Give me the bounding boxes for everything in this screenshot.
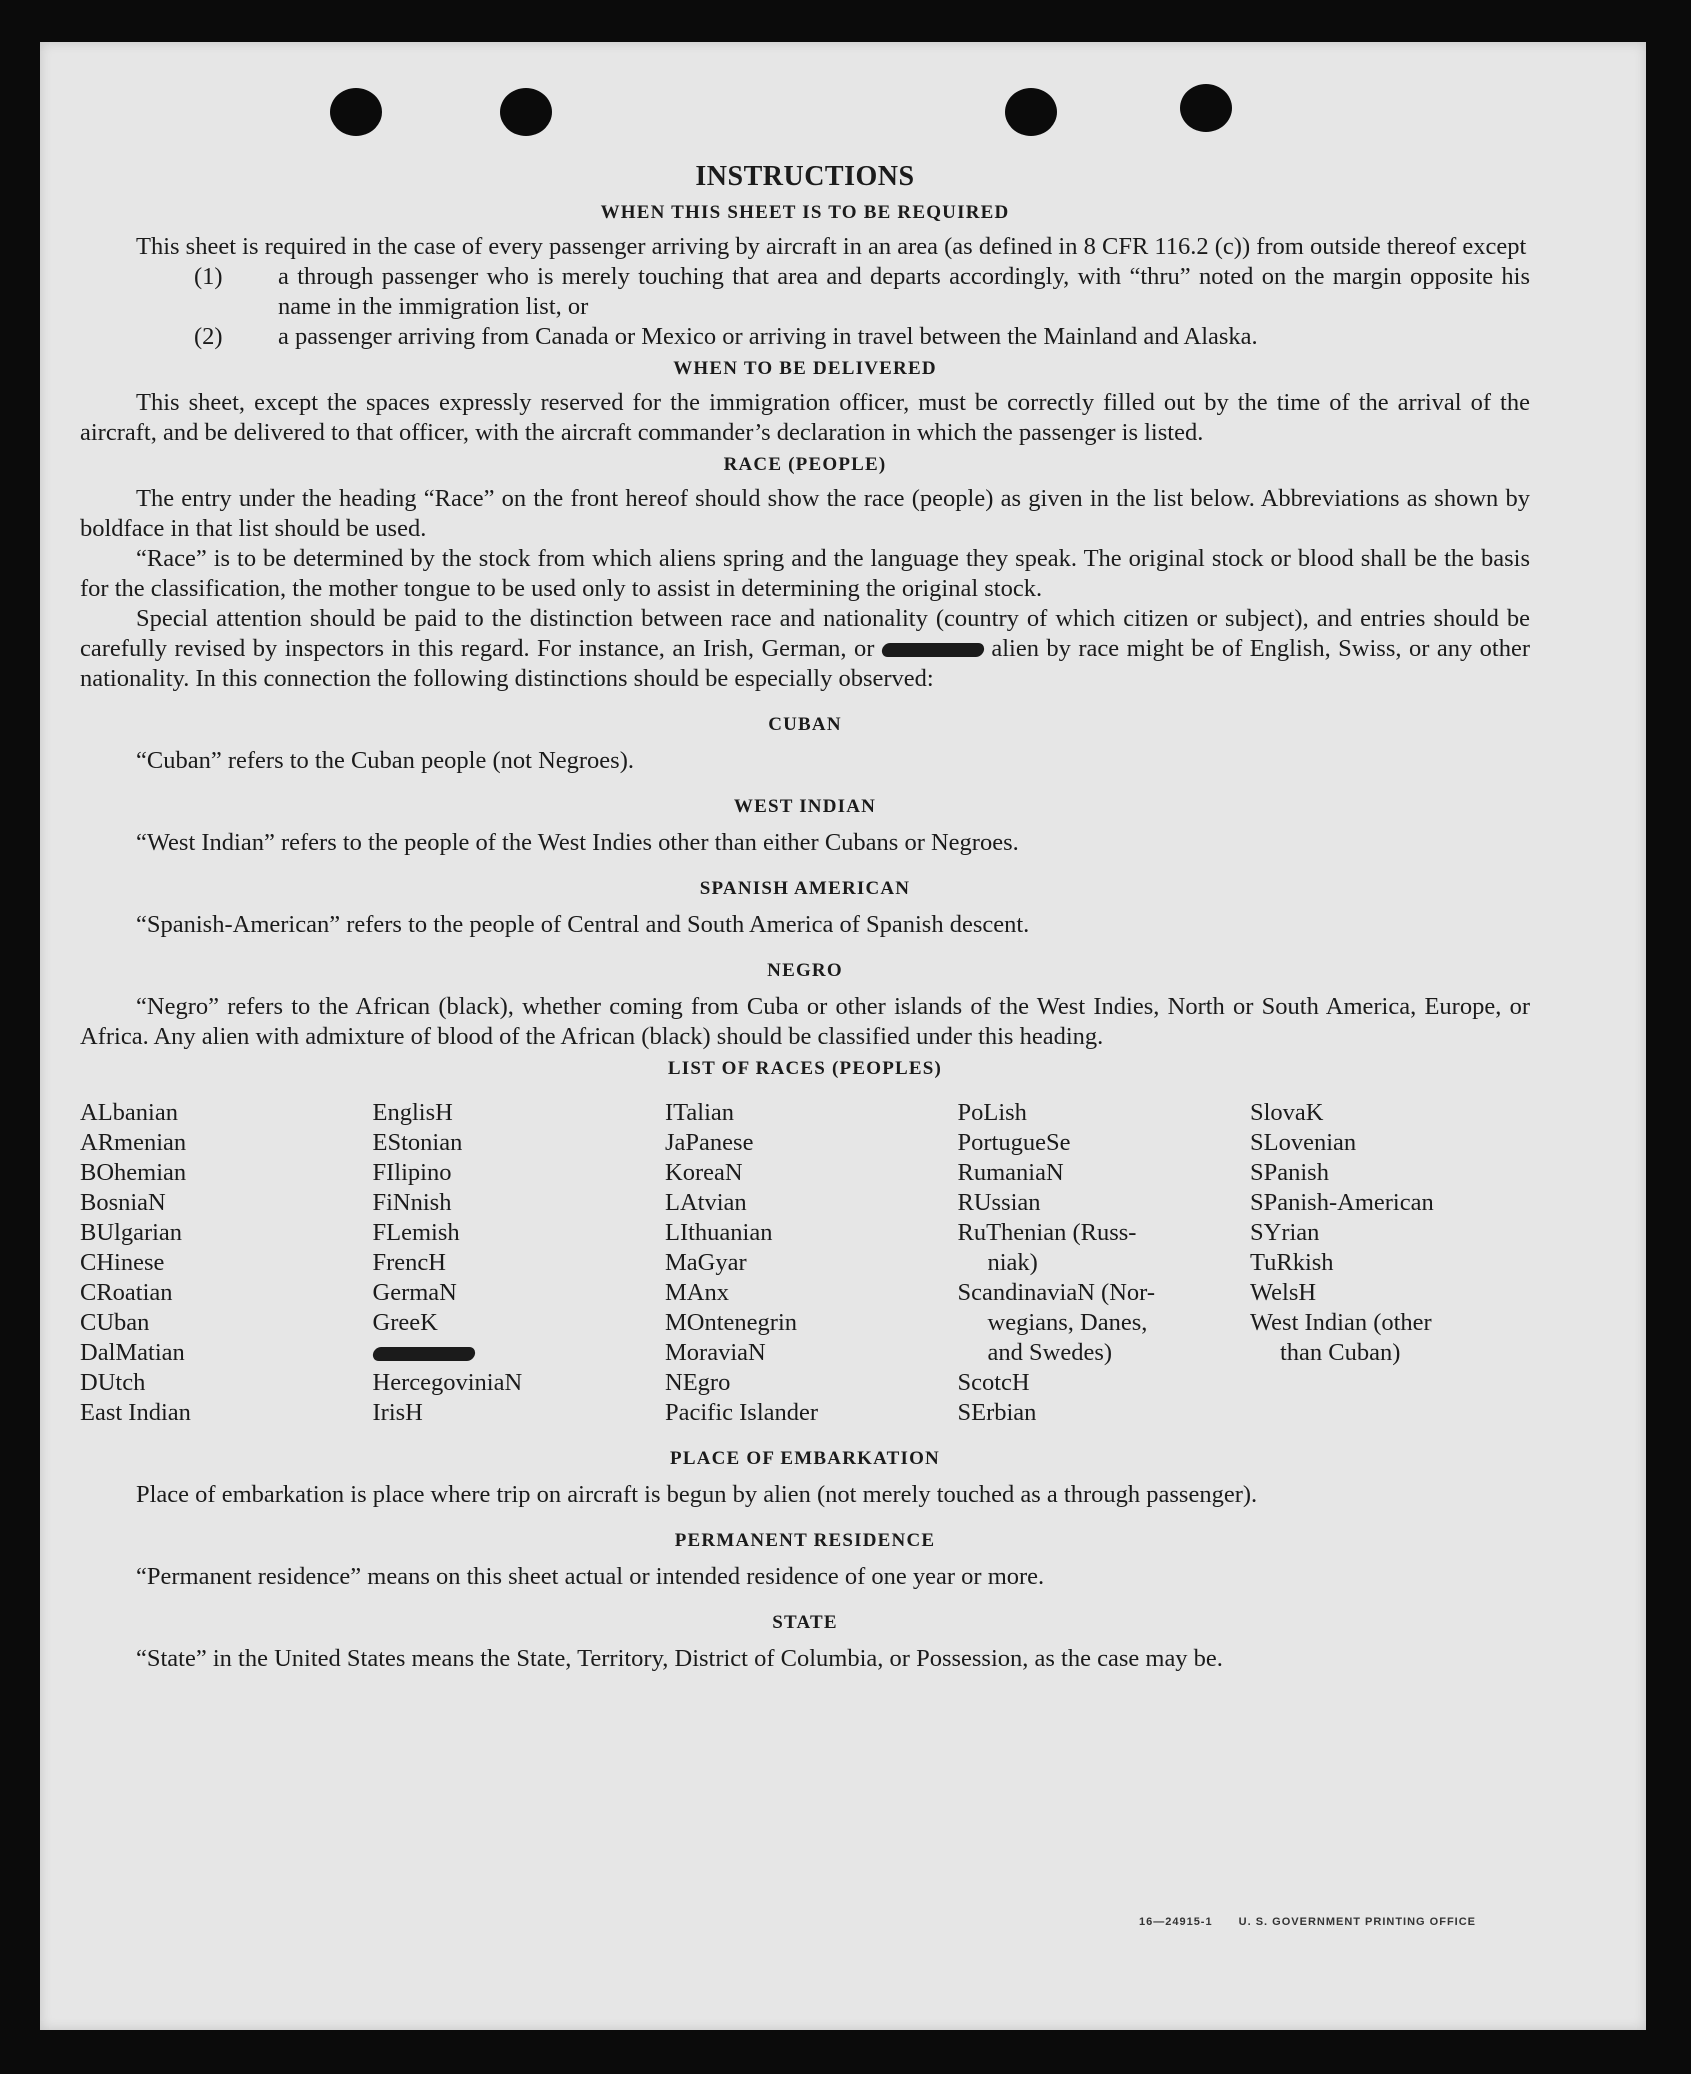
race-entry: EnglisH	[372, 1099, 453, 1126]
race-entry: BUlgarian	[80, 1219, 183, 1246]
race-entry: ARmenian	[80, 1129, 187, 1156]
delivered-text: This sheet, except the spaces expressly reserved for the immigration officer, must be correctly filled out by the time of the arrival of the aircraft, and be delivered to that officer, with the aircraft commander’s declaration in which the passenger is listed.	[80, 389, 1530, 446]
west-indian-text: “West Indian” refers to the people of the West Indies other than either Cubans or Negroes.	[136, 829, 1019, 856]
heading-race: RACE (PEOPLE)	[723, 454, 887, 475]
race-entry: RumaniaN	[957, 1159, 1064, 1186]
redaction-mark	[881, 643, 985, 657]
race-entry: FLemish	[372, 1219, 460, 1246]
race-entry: SPanish	[1250, 1159, 1329, 1186]
heading-negro: NEGRO	[767, 960, 843, 981]
race-entry: SYrian	[1250, 1219, 1320, 1246]
race-entry: SLovenian	[1250, 1129, 1357, 1156]
race-entry: wegians, Danes,	[987, 1309, 1148, 1336]
race-paragraph-2: “Race” is to be determined by the stock from which aliens spring and the language they speak. The original stock or blood shall be the basis for the classification, the mother tongue to be used only to assist in determining the original stock.	[80, 545, 1530, 602]
race-entry: GreeK	[372, 1309, 438, 1336]
race-entry: NEgro	[665, 1369, 731, 1396]
form-number: 16—24915-1	[1138, 1916, 1213, 1928]
race-entry: RUssian	[957, 1189, 1041, 1216]
punch-hole	[500, 88, 552, 136]
race-entry: JaPanese	[665, 1129, 754, 1156]
spanish-american-text: “Spanish-American” refers to the people of Central and South America of Spanish descent.	[136, 911, 1030, 938]
punch-hole	[1005, 88, 1057, 136]
race-entry: MOntenegrin	[665, 1309, 797, 1336]
race-paragraph-3a: Special attention should be paid to the distinction between race and nationality (country of which citizen or subject), and entries should be carefully revised by inspectors in this regard. For instance, an Irish, German, or	[80, 605, 1530, 662]
race-entry: WelsH	[1250, 1279, 1317, 1306]
instructions-content	[80, 162, 1530, 1674]
race-paragraph-3b: alien by race might be of English, Swiss, or any other nationality. In this connection the following distinctions should be especially observed:	[80, 635, 1530, 692]
heading-list-of-races: LIST OF RACES (PEOPLES)	[667, 1058, 943, 1079]
redaction-mark	[371, 1347, 475, 1361]
heading-residence: PERMANENT RESIDENCE	[674, 1530, 936, 1551]
race-entry: than Cuban)	[1280, 1339, 1401, 1366]
race-entry: TuRkish	[1250, 1249, 1334, 1276]
document-sheet	[40, 42, 1646, 2030]
heading-delivered: WHEN TO BE DELIVERED	[673, 358, 937, 379]
race-entry: PortugueSe	[957, 1129, 1071, 1156]
race-paragraph-3	[80, 604, 1530, 694]
heading-embarkation: PLACE OF EMBARKATION	[670, 1448, 940, 1469]
race-entry: DalMatian	[80, 1339, 185, 1366]
heading-state: STATE	[772, 1612, 838, 1633]
heading-spanish-american: SPANISH AMERICAN	[699, 878, 911, 899]
race-entry: FiNnish	[372, 1189, 452, 1216]
printer-imprint: U. S. GOVERNMENT PRINTING OFFICE	[1238, 1916, 1476, 1928]
race-entry: SPanish-American	[1250, 1189, 1434, 1216]
race-entry: West Indian (other	[1250, 1309, 1432, 1336]
race-entry: ScotcH	[957, 1369, 1030, 1396]
list-item	[80, 322, 1530, 352]
cuban-text: “Cuban” refers to the Cuban people (not Negroes).	[136, 747, 634, 774]
races-column-1	[80, 1098, 360, 1428]
races-column-3	[665, 1098, 945, 1428]
race-entry: East Indian	[80, 1399, 191, 1426]
list-text: a passenger arriving from Canada or Mexico or arriving in travel between the Mainland and Alaska.	[278, 323, 1258, 350]
race-entry: GermaN	[372, 1279, 457, 1306]
race-entry: LIthuanian	[665, 1219, 773, 1246]
required-intro: This sheet is required in the case of every passenger arriving by aircraft in an area (as defined in 8 CFR 116.2 (c)) from outside thereof except	[136, 233, 1527, 260]
negro-text: “Negro” refers to the African (black), whether coming from Cuba or other islands of the West Indies, North or South America, Europe, or Africa. Any alien with admixture of blood of the African (black) should be classified under this heading.	[80, 993, 1530, 1050]
race-entry: CUban	[80, 1309, 150, 1336]
race-entry: MAnx	[665, 1279, 729, 1306]
race-entry: CHinese	[80, 1249, 165, 1276]
race-entry: BosniaN	[80, 1189, 166, 1216]
race-entry: FrencH	[372, 1249, 446, 1276]
race-entry: SErbian	[957, 1399, 1037, 1426]
races-column-5	[1250, 1098, 1530, 1428]
heading-cuban: CUBAN	[768, 714, 842, 735]
embarkation-text: Place of embarkation is place where trip on aircraft is begun by alien (not merely touched as a through passenger).	[136, 1481, 1258, 1508]
race-entry: RuThenian (Russ-	[957, 1219, 1137, 1246]
races-column-4	[958, 1098, 1238, 1428]
race-entry: SlovaK	[1250, 1099, 1324, 1126]
race-entry: LAtvian	[665, 1189, 747, 1216]
list-text: a through passenger who is merely touching that area and departs accordingly, with “thru” noted on the margin opposite his name in the immigration list, or	[278, 263, 1530, 320]
list-item	[80, 262, 1530, 322]
race-entry: ITalian	[665, 1099, 735, 1126]
races-list	[80, 1098, 1530, 1428]
form-footer	[1117, 1916, 1476, 1928]
race-entry-redacted	[373, 1338, 653, 1368]
races-column-2	[373, 1098, 653, 1428]
race-entry: MaGyar	[665, 1249, 747, 1276]
race-entry: PoLish	[957, 1099, 1027, 1126]
race-entry: KoreaN	[665, 1159, 743, 1186]
race-entry: ALbanian	[80, 1099, 178, 1126]
race-entry: BOhemian	[80, 1159, 187, 1186]
heading-required: WHEN THIS SHEET IS TO BE REQUIRED	[600, 202, 1010, 223]
race-entry: IrisH	[372, 1399, 423, 1426]
race-entry: DUtch	[80, 1369, 146, 1396]
list-number: (2)	[194, 323, 223, 350]
heading-west-indian: WEST INDIAN	[733, 796, 877, 817]
race-entry: EStonian	[372, 1129, 463, 1156]
residence-text: “Permanent residence” means on this sheet actual or intended residence of one year or more.	[136, 1563, 1045, 1590]
list-number: (1)	[194, 263, 223, 290]
race-paragraph-1: The entry under the heading “Race” on the front hereof should show the race (people) as given in the list below. Abbreviations as shown by boldface in that list should be used.	[80, 485, 1530, 542]
punch-hole	[1180, 84, 1232, 132]
race-entry: MoraviaN	[665, 1339, 766, 1366]
punch-hole	[330, 88, 382, 136]
race-entry: CRoatian	[80, 1279, 173, 1306]
race-entry: Pacific Islander	[665, 1399, 819, 1426]
race-entry: HercegoviniaN	[372, 1369, 523, 1396]
race-entry: ScandinaviaN (Nor-	[957, 1279, 1155, 1306]
page-title: INSTRUCTIONS	[695, 161, 915, 192]
race-entry: and Swedes)	[987, 1339, 1113, 1366]
race-entry: FIlipino	[372, 1159, 452, 1186]
race-entry: niak)	[987, 1249, 1038, 1276]
state-text: “State” in the United States means the State, Territory, District of Columbia, or Possession, as the case may be.	[136, 1645, 1223, 1672]
